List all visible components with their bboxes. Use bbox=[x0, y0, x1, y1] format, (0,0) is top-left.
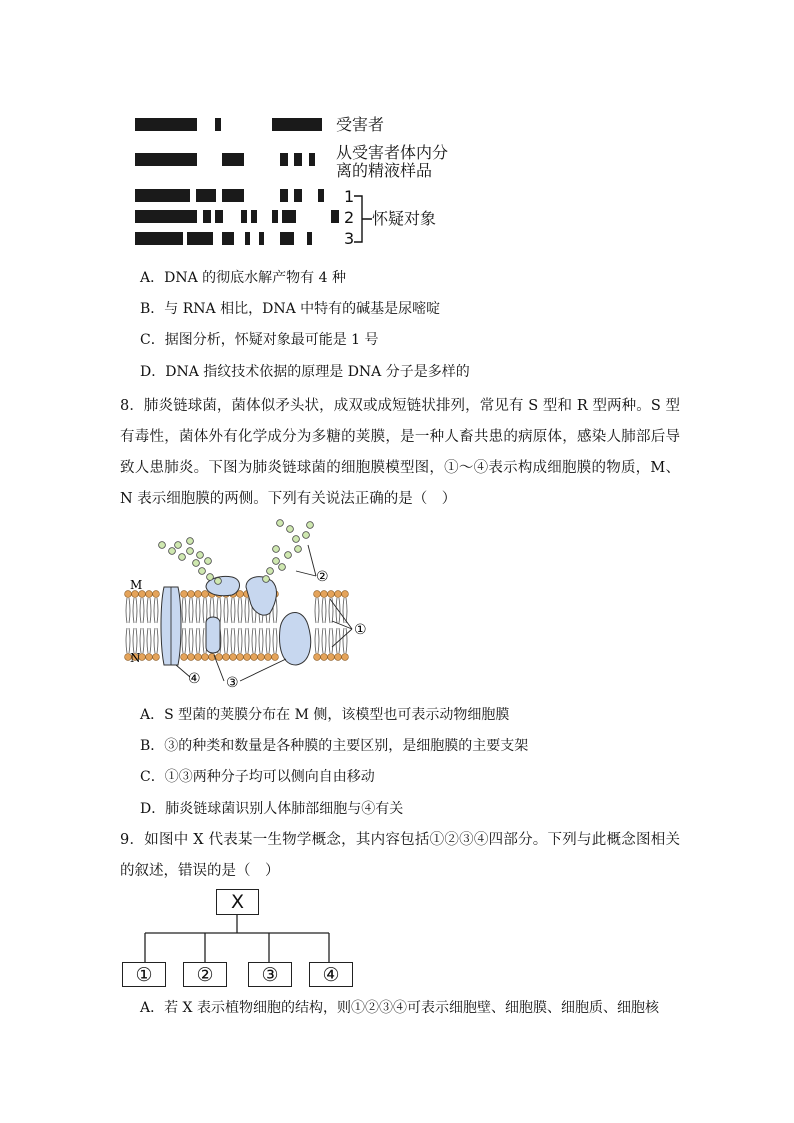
gel-band bbox=[196, 189, 216, 202]
gel-band bbox=[222, 189, 244, 202]
phospholipid-tail bbox=[196, 598, 200, 623]
phospholipid-head bbox=[251, 654, 258, 661]
phospholipid-head bbox=[342, 591, 349, 598]
sample-label-line2: 离的精液样品 bbox=[336, 161, 433, 180]
transmembrane-protein bbox=[280, 613, 311, 665]
phospholipid-tail bbox=[140, 628, 144, 653]
side-m-label: M bbox=[130, 578, 143, 592]
gel-band bbox=[280, 189, 288, 202]
phospholipid-head bbox=[328, 654, 335, 661]
phospholipid-head bbox=[335, 654, 342, 661]
phospholipid-head bbox=[314, 654, 321, 661]
embedded-protein bbox=[206, 617, 220, 653]
phospholipid-tail bbox=[329, 628, 333, 653]
phospholipid-head bbox=[335, 591, 342, 598]
phospholipid-tail bbox=[238, 598, 242, 623]
phospholipid-head bbox=[328, 591, 335, 598]
phospholipid-tail bbox=[147, 598, 151, 623]
q8-stem: 8．肺炎链球菌，菌体似矛头状，成双或成短链状排列，常见有 S 型和 R 型两种。S 型有毒性，菌体外有化学成分为多糖的荚膜，是一种人畜共患的病原体，感染人肺部后导致人患肺炎。下图为肺炎链球菌的细胞膜模型图，①～④表示构成细胞膜的物质，M、N 表示细胞膜的两侧。下列有关说法正确的是（ ） bbox=[120, 398, 680, 507]
phospholipid-tail bbox=[231, 598, 235, 623]
phospholipid-tail bbox=[133, 628, 137, 653]
phospholipid-tail bbox=[238, 628, 242, 653]
concept-child-1: ① bbox=[122, 962, 166, 987]
gel-band bbox=[241, 210, 247, 223]
phospholipid-tail bbox=[182, 598, 186, 623]
phospholipid-head bbox=[342, 654, 349, 661]
phospholipid-head bbox=[223, 654, 230, 661]
phospholipid-tail bbox=[245, 598, 249, 623]
q7-option-d: D．DNA 指纹技术依据的原理是 DNA 分子是多样的 bbox=[140, 364, 470, 380]
phospholipid-tail bbox=[273, 628, 277, 653]
gel-band bbox=[294, 153, 302, 166]
phospholipid-tail bbox=[322, 598, 326, 623]
phospholipid-head bbox=[202, 591, 209, 598]
phospholipid-head bbox=[153, 591, 160, 598]
phospholipid-head bbox=[181, 654, 188, 661]
label-4: ④ bbox=[188, 671, 201, 687]
gel-band bbox=[135, 153, 197, 166]
phospholipid-tail bbox=[259, 628, 263, 653]
phospholipid-head bbox=[195, 654, 202, 661]
phospholipid-head bbox=[188, 654, 195, 661]
phospholipid-tail bbox=[154, 628, 158, 653]
phospholipid-head bbox=[272, 654, 279, 661]
gel-band bbox=[259, 232, 264, 245]
q8-option-b: B．③的种类和数量是各种膜的主要区别，是细胞膜的主要支架 bbox=[140, 738, 529, 754]
gel-band bbox=[282, 210, 296, 223]
q9-stem: 9．如图中 X 代表某一生物学概念，其内容包括①②③④四部分。下列与此概念图相关的叙述，错误的是（ ） bbox=[120, 832, 680, 879]
phospholipid-tail bbox=[126, 598, 130, 623]
phospholipid-tail bbox=[322, 628, 326, 653]
concept-root-box: X bbox=[216, 889, 259, 915]
gel-band bbox=[135, 232, 183, 245]
suspects-label: 怀疑对象 bbox=[372, 209, 437, 228]
side-n-label: N bbox=[130, 651, 141, 665]
gel-band bbox=[272, 210, 278, 223]
gel-band bbox=[294, 189, 302, 202]
concept-child-3: ③ bbox=[248, 962, 292, 987]
q7-option-c: C．据图分析，怀疑对象最可能是 1 号 bbox=[140, 332, 379, 348]
sample-label-line1: 从受害者体内分 bbox=[336, 143, 449, 162]
suspect-3-label: 3 bbox=[344, 229, 355, 248]
glycoprotein bbox=[246, 577, 276, 615]
gel-band bbox=[222, 153, 244, 166]
phospholipid-tail bbox=[140, 598, 144, 623]
phospholipid-tail bbox=[189, 628, 193, 653]
phospholipid-head bbox=[181, 591, 188, 598]
q7-option-a: A．DNA 的彻底水解产物有 4 种 bbox=[140, 270, 346, 286]
q9-option-a: A．若 X 表示植物细胞的结构，则①②③④可表示细胞壁、细胞膜、细胞质、细胞核 bbox=[140, 1000, 659, 1016]
phospholipid-tail bbox=[343, 628, 347, 653]
label-2: ② bbox=[316, 569, 329, 585]
gel-band bbox=[245, 232, 250, 245]
phospholipid-tail bbox=[231, 628, 235, 653]
phospholipid-head bbox=[258, 654, 265, 661]
gel-band bbox=[272, 118, 322, 131]
phospholipid-head bbox=[244, 654, 251, 661]
phospholipid-head bbox=[321, 591, 328, 598]
concept-connectors bbox=[120, 914, 360, 964]
phospholipid-tail bbox=[224, 628, 228, 653]
suspect-1-label: 1 bbox=[344, 187, 355, 206]
q7-option-b: B．与 RNA 相比，DNA 中特有的碱基是尿嘧啶 bbox=[140, 301, 441, 317]
phospholipid-tail bbox=[252, 628, 256, 653]
cell-membrane-diagram bbox=[120, 515, 380, 695]
gel-band bbox=[222, 232, 234, 245]
q8-option-a: A．S 型菌的荚膜分布在 M 侧，该模型也可表示动物细胞膜 bbox=[140, 707, 510, 723]
gel-band bbox=[135, 189, 190, 202]
phospholipid-head bbox=[314, 591, 321, 598]
q8-option-c: C．①③两种分子均可以侧向自由移动 bbox=[140, 769, 375, 785]
phospholipid-head bbox=[153, 654, 160, 661]
phospholipid-head bbox=[321, 654, 328, 661]
phospholipid-tail bbox=[203, 598, 207, 623]
label-3: ③ bbox=[226, 675, 239, 691]
phospholipid-tail bbox=[315, 598, 319, 623]
gel-band bbox=[203, 210, 211, 223]
phospholipid-head bbox=[146, 654, 153, 661]
gel-band bbox=[187, 232, 213, 245]
gel-band bbox=[280, 153, 288, 166]
suspect-2-label: 2 bbox=[344, 208, 355, 227]
phospholipid-head bbox=[230, 654, 237, 661]
gel-band bbox=[309, 153, 315, 166]
phospholipid-tail bbox=[133, 598, 137, 623]
phospholipid-tail bbox=[224, 598, 228, 623]
phospholipid-tail bbox=[266, 628, 270, 653]
phospholipid-head bbox=[202, 654, 209, 661]
phospholipid-head bbox=[216, 654, 223, 661]
phospholipid-head bbox=[237, 654, 244, 661]
phospholipid-tail bbox=[189, 598, 193, 623]
victim-label: 受害者 bbox=[336, 115, 385, 134]
phospholipid-tail bbox=[154, 598, 158, 623]
phospholipid-tail bbox=[126, 628, 130, 653]
phospholipid-head bbox=[146, 591, 153, 598]
phospholipid-head bbox=[188, 591, 195, 598]
gel-band bbox=[135, 210, 197, 223]
gel-band bbox=[307, 232, 312, 245]
gel-band bbox=[318, 189, 324, 202]
gel-band bbox=[280, 232, 294, 245]
concept-child-2: ② bbox=[183, 962, 227, 987]
q8-option-d: D．肺炎链球菌识别人体肺部细胞与④有关 bbox=[140, 801, 404, 817]
phospholipid-tail bbox=[245, 628, 249, 653]
phospholipid-tail bbox=[147, 628, 151, 653]
gel-band bbox=[331, 210, 339, 223]
phospholipid-head bbox=[195, 591, 202, 598]
gel-band bbox=[215, 210, 223, 223]
phospholipid-tail bbox=[182, 628, 186, 653]
phospholipid-head bbox=[265, 654, 272, 661]
gel-band bbox=[135, 118, 197, 131]
label-1: ① bbox=[354, 622, 367, 638]
phospholipid-tail bbox=[315, 628, 319, 653]
gel-band bbox=[251, 210, 257, 223]
phospholipid-tail bbox=[196, 628, 200, 653]
gel-band bbox=[215, 118, 221, 131]
concept-child-4: ④ bbox=[309, 962, 353, 987]
